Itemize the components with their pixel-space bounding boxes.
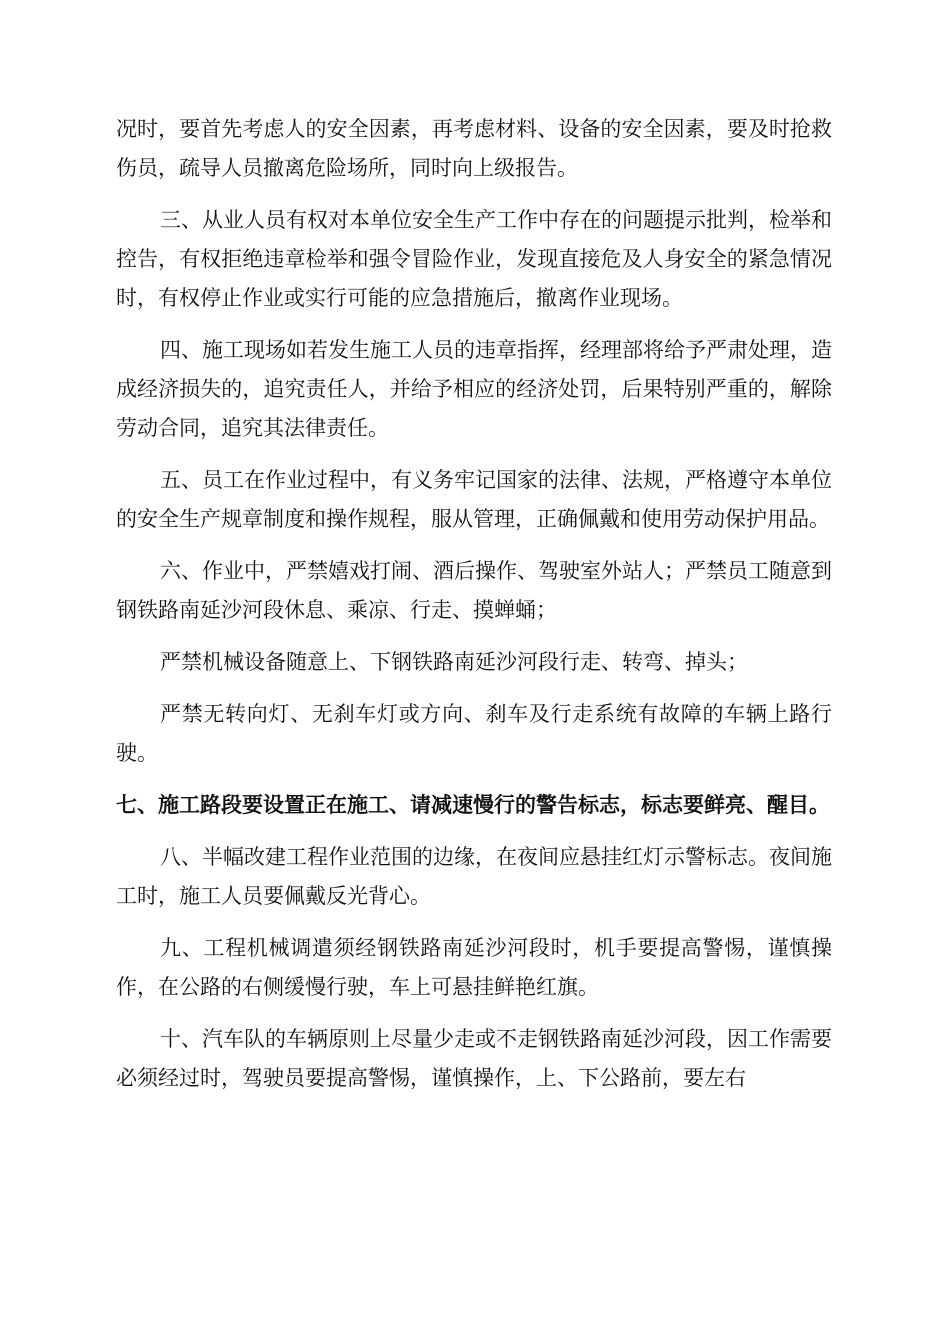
paragraph-item-8: 八、半幅改建工程作业范围的边缘，在夜间应悬挂红灯示警标志。夜间施工时，施工人员要佩戴反光背心。 <box>116 845 832 908</box>
paragraph-item-10: 十、汽车队的车辆原则上尽量少走或不走钢铁路南延沙河段，因工作需要必须经过时，驾驶员要提高警惕，谨慎操作，上、下公路前，要左右 <box>116 1027 832 1090</box>
paragraph-item-6: 六、作业中，严禁嬉戏打闹、酒后操作、驾驶室外站人；严禁员工随意到钢铁路南延沙河段休息、乘凉、行走、摸蝉蛹； <box>116 559 832 622</box>
paragraph-item-9: 九、工程机械调遣须经钢铁路南延沙河段时，机手要提高警惕，谨慎操作，在公路的右侧缓慢行驶，车上可悬挂鲜艳红旗。 <box>116 936 832 999</box>
paragraph-item-5: 五、员工在作业过程中，有义务牢记国家的法律、法规，严格遵守本单位的安全生产规章制度和操作规程，服从管理，正确佩戴和使用劳动保护用品。 <box>116 468 832 531</box>
paragraph-item-3: 三、从业人员有权对本单位安全生产工作中存在的问题提示批判，检举和控告，有权拒绝违章检举和强令冒险作业，发现直接危及人身安全的紧急情况时，有权停止作业或实行可能的应急措施后，撤离作业现场。 <box>116 208 832 310</box>
document-page <box>116 110 832 1111</box>
paragraph-item-6-sub-2: 严禁无转向灯、无刹车灯或方向、刹车及行走系统有故障的车辆上路行驶。 <box>116 702 832 765</box>
paragraph-continuation: 况时，要首先考虑人的安全因素，再考虑材料、设备的安全因素，要及时抢救伤员，疏导人员撤离危险场所，同时向上级报告。 <box>116 117 832 180</box>
paragraph-item-4: 四、施工现场如若发生施工人员的违章指挥，经理部将给予严肃处理，造成经济损失的，追究责任人，并给予相应的经济处罚，后果特别严重的，解除劳动合同，追究其法律责任。 <box>116 338 832 440</box>
paragraph-item-7-bold: 七、施工路段要设置正在施工、请减速慢行的警告标志，标志要鲜亮、醒目。 <box>116 793 830 817</box>
paragraph-item-6-sub-1: 严禁机械设备随意上、下钢铁路南延沙河段行走、转弯、掉头； <box>160 650 748 674</box>
